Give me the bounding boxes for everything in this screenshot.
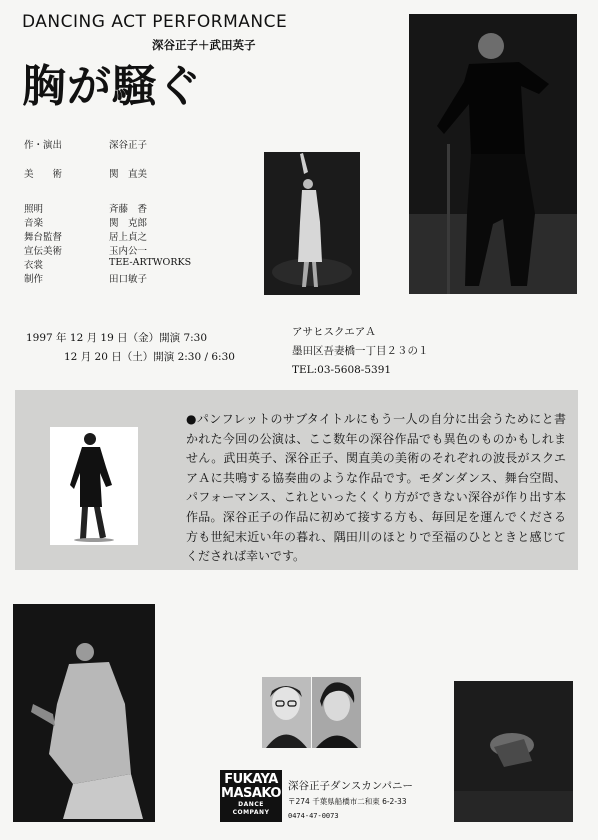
credit-name: 関 直美 bbox=[109, 169, 148, 180]
logo-text-masako: MASAKO bbox=[221, 786, 281, 801]
main-title: 胸が騒ぐ bbox=[22, 61, 202, 112]
company-logo bbox=[220, 770, 282, 822]
credit-name: 関 克郎 bbox=[109, 218, 148, 229]
dancer-photo-bottom-right bbox=[454, 681, 573, 822]
credit-name: TEE-ARTWORKS bbox=[109, 257, 192, 268]
credit-row bbox=[24, 201, 274, 215]
logo-text-dance-company: DANCE COMPANY bbox=[232, 801, 270, 816]
venue-name: アサヒスクエアＡ bbox=[292, 326, 376, 338]
credit-role: 制作 bbox=[24, 274, 44, 285]
credit-row bbox=[24, 229, 274, 243]
credit-role: 美 術 bbox=[24, 169, 63, 180]
credit-role: 衣裳 bbox=[24, 260, 44, 271]
credit-name: 玉内公一 bbox=[109, 246, 148, 257]
portrait-photo-2 bbox=[312, 677, 361, 748]
dancer-photo-silhouette bbox=[50, 427, 138, 545]
venue-address: 墨田区吾妻橋一丁目２３の１ bbox=[292, 345, 429, 357]
portrait-photo-1 bbox=[262, 677, 311, 748]
logo-text-fukaya: FUKAYA bbox=[224, 772, 278, 787]
credit-role: 舞台監督 bbox=[24, 232, 63, 243]
venue-tel: TEL:03-5608-5391 bbox=[292, 364, 392, 376]
venue-block bbox=[292, 323, 429, 380]
performance-heading: DANCING ACT PERFORMANCE bbox=[22, 12, 288, 32]
artists-credit: 深谷正子＋武田英子 bbox=[152, 38, 256, 52]
credit-row bbox=[24, 215, 274, 229]
credit-row bbox=[24, 166, 274, 180]
dancer-photo-bottom-left bbox=[13, 604, 155, 822]
credit-row bbox=[24, 137, 274, 151]
description-text: ●パンフレットのサブタイトルにもう一人の自分に出会うためにと書かれた今回の公演は、ここ数年の深谷作品でも異色のものかもしれません。武田英子、深谷正子、関直美の美術のそれぞれの波長がスクエアＡに共鳴する協奏曲のような作品です。モダンダンス、舞台空間、パフォーマンス、これといったくくり方ができない深谷が作り出す本作品。深谷正子の作品に初めて接する方も、毎回足を運んでくださる方も世紀末近い年の暮れ、隅田川のほとりで至福のひとときと感じてくだされば幸いです。 bbox=[186, 412, 566, 564]
credit-role: 照明 bbox=[24, 204, 44, 215]
company-tel: 0474-47-0073 bbox=[288, 812, 339, 820]
performance-date-2: 12 月 20 日（土）開演 2:30 / 6:30 bbox=[64, 351, 235, 363]
company-name: 深谷正子ダンスカンパニー bbox=[288, 780, 414, 792]
credit-role: 音楽 bbox=[24, 218, 44, 229]
credit-name: 深谷正子 bbox=[109, 140, 148, 151]
company-address: 〒274 千葉県船橋市二和東 6-2-33 bbox=[288, 797, 407, 806]
credit-role: 作・演出 bbox=[24, 140, 63, 151]
dancer-photo-large bbox=[409, 14, 577, 294]
credit-row bbox=[24, 271, 274, 285]
dancer-photo-small bbox=[264, 152, 360, 295]
credit-row bbox=[24, 243, 274, 257]
credit-row bbox=[24, 257, 274, 271]
credit-name: 田口敏子 bbox=[109, 274, 148, 285]
credit-name: 居上貞之 bbox=[109, 232, 148, 243]
performance-date-1: 1997 年 12 月 19 日（金）開演 7:30 bbox=[26, 332, 208, 344]
credit-role: 宣伝美術 bbox=[24, 246, 63, 257]
credit-name: 斉藤 香 bbox=[109, 204, 148, 215]
